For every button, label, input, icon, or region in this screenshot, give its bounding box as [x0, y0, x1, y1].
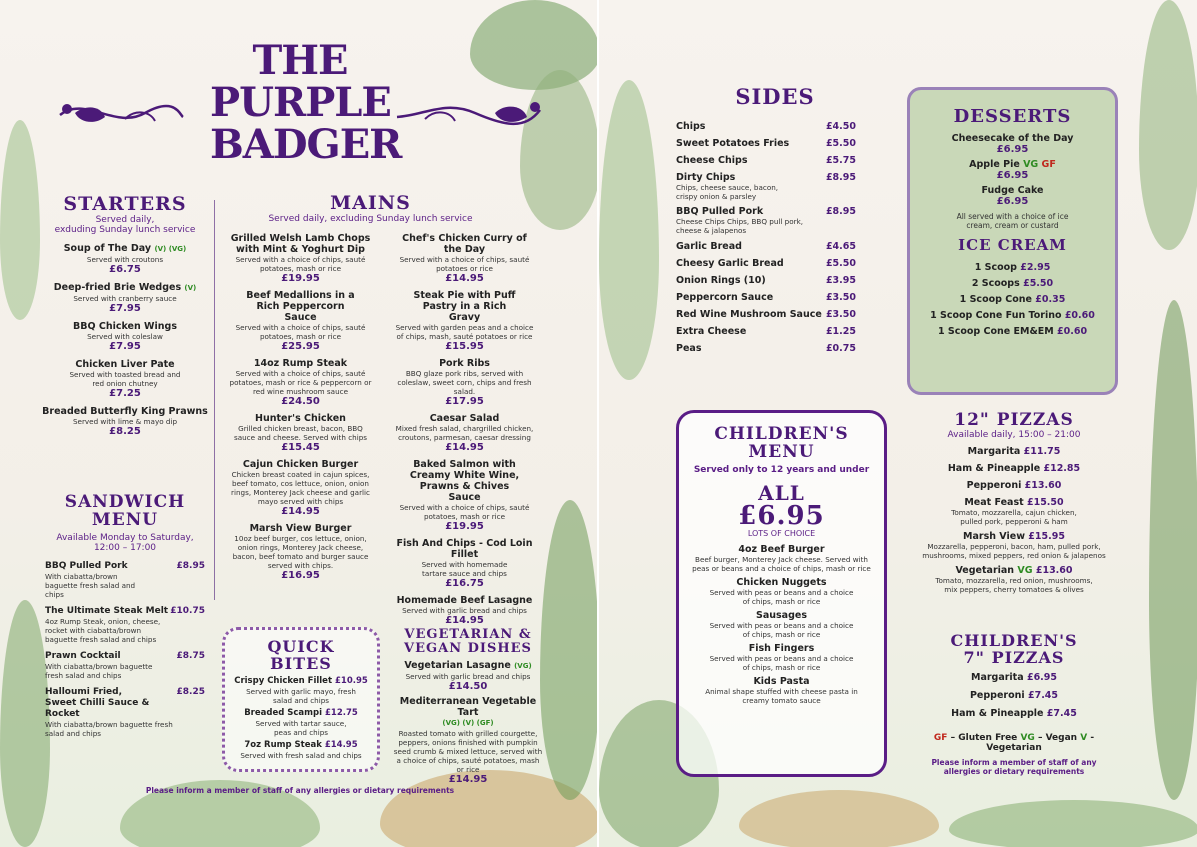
quick-bite-desc: Served with tartar sauce, peas and chips	[255, 719, 347, 737]
main-item	[393, 459, 536, 533]
main-name: Homemade Beef Lasagne	[396, 595, 533, 606]
main-name: Chef's Chicken Curry of the Day	[402, 233, 527, 255]
side-item	[676, 258, 856, 269]
leaf-decoration	[0, 600, 50, 847]
vegetarian-price: £14.50	[448, 681, 488, 692]
pizza-name: Ham & Pineapple	[947, 463, 1041, 474]
main-desc: Chicken breast coated in cajun spices, beef tomato, cos lettuce, onion, onion rings, Monterey Jack cheese and garlic mayo served with chips	[231, 470, 370, 506]
kids-pizza-price: £7.45	[1046, 708, 1077, 719]
side-price: £3.95	[825, 275, 856, 286]
side-price: £3.50	[825, 309, 856, 320]
side-desc: Chips, cheese sauce, bacon, crispy onion & parsley	[676, 183, 779, 201]
dessert-price: £6.95	[996, 144, 1029, 155]
starters-section	[40, 193, 210, 442]
side-name: Sweet Potatoes Fries	[676, 138, 790, 149]
side-price: £8.95	[825, 172, 856, 183]
main-price: £16.75	[445, 578, 484, 589]
mains-header	[228, 192, 513, 224]
starter-item	[40, 321, 210, 353]
vegetarian-item	[393, 696, 543, 786]
side-desc: Cheese Chips Chips, BBQ pull pork, cheese & jalapenos	[676, 217, 804, 235]
quick-bite-name: 7oz Rump Steak	[244, 740, 322, 750]
pizza-item	[909, 463, 1119, 474]
sandwich-name: Halloumi Fried, Sweet Chilli Sauce & Rocket	[45, 687, 150, 719]
main-item	[393, 595, 536, 627]
sandwich-desc: 4oz Rump Steak, onion, cheese, rocket with ciabatta/brown baguette fresh salad and chips	[45, 617, 161, 644]
starter-tags: (V)	[184, 284, 197, 292]
pizzas-section	[909, 410, 1119, 594]
side-price: £5.50	[825, 138, 856, 149]
starter-name: Deep-fried Brie Wedges	[53, 282, 182, 293]
starter-price: £7.25	[109, 388, 141, 399]
main-name: Fish And Chips - Cod Loin Fillet	[396, 538, 533, 560]
starter-tags: (V) (VG)	[154, 245, 187, 253]
main-desc: BBQ glaze pork ribs, served with coleslaw, sweet corn, chips and fresh salad.	[397, 369, 532, 396]
childrens-price: £6.95	[738, 501, 825, 531]
ice-cream-item	[920, 262, 1105, 273]
main-desc: Served with garden peas and a choice of chips, mash, sauté potatoes or rice	[395, 323, 534, 341]
ice-cream-item	[920, 294, 1105, 305]
logo-line-3: BADGER	[210, 121, 402, 168]
vegetarian-title-1: VEGETARIAN &	[404, 627, 532, 642]
main-price: £17.95	[445, 396, 484, 407]
pizza-price: £13.60	[1035, 565, 1073, 576]
ice-cream-price: £0.60	[1064, 310, 1095, 321]
starter-item	[40, 406, 210, 438]
main-item	[228, 290, 373, 353]
quick-bite-item	[231, 740, 371, 760]
starters-subtitle-1: Served daily,	[95, 215, 155, 225]
pizza-price: £13.60	[1024, 480, 1062, 491]
sandwich-price: £8.25	[176, 687, 205, 697]
dessert-name: Cheesecake of the Day	[951, 133, 1074, 144]
sandwich-desc: With ciabatta/brown baguette fresh salad and chips	[45, 720, 173, 738]
sandwich-desc: With ciabatta/brown baguette fresh salad and chips	[45, 662, 153, 680]
logo-line-2: PURPLE	[210, 79, 391, 126]
starter-price: £7.95	[109, 341, 141, 352]
legend-gf-text: – Gluten Free	[950, 733, 1018, 743]
main-item	[228, 413, 373, 454]
sides-title: SIDES	[735, 84, 815, 109]
main-price: £15.95	[445, 341, 484, 352]
main-item	[393, 358, 536, 408]
starter-item	[40, 282, 210, 315]
main-price: £14.95	[281, 506, 320, 517]
sandwich-title-1: SANDWICH	[64, 492, 186, 512]
side-item	[676, 309, 856, 320]
leaf-decoration	[520, 70, 598, 230]
ice-cream-item	[920, 326, 1105, 337]
legend-gf: GF	[933, 733, 948, 743]
side-price: £5.75	[825, 155, 856, 166]
mains-title: MAINS	[330, 192, 411, 214]
ice-cream-name: 1 Scoop Cone	[959, 294, 1032, 305]
leaf-decoration	[1139, 0, 1197, 250]
dessert-item	[920, 185, 1105, 207]
side-name: Dirty Chips	[676, 172, 736, 183]
childrens-all-label: ALL	[758, 481, 805, 505]
vegetarian-name: Mediterranean Vegetable Tart	[399, 696, 537, 718]
side-item	[676, 121, 856, 132]
main-name: Marsh View Burger	[249, 523, 352, 534]
main-price: £14.95	[445, 442, 484, 453]
sandwich-section	[45, 493, 205, 738]
side-name: Onion Rings (10)	[676, 275, 766, 286]
main-price: £25.95	[281, 341, 320, 352]
vegan-tag: VG	[1017, 565, 1033, 576]
side-price: £1.25	[825, 326, 856, 337]
sandwich-item	[45, 651, 205, 680]
starter-name: Breaded Butterfly King Prawns	[42, 406, 208, 417]
ice-cream-name: 2 Scoops	[971, 278, 1020, 289]
kids-desc: Served with peas or beans and a choice of chips, mash or rice	[709, 654, 854, 672]
pizza-name: Margarita	[967, 446, 1021, 457]
childrens-title-2: MENU	[748, 442, 815, 462]
kids-name: Chicken Nuggets	[736, 577, 827, 588]
side-item	[676, 206, 856, 235]
childrens-lots-of-choice: LOTS OF CHOICE	[747, 529, 816, 538]
ice-cream-name: 1 Scoop	[974, 262, 1017, 273]
pizza-desc: Mozzarella, pepperoni, bacon, ham, pulled pork, mushrooms, mixed peppers, red onion & jalapenos	[922, 542, 1106, 560]
quick-bite-item	[231, 708, 371, 737]
mains-right-column	[393, 233, 536, 631]
main-item	[228, 523, 373, 582]
main-desc: Served with a choice of chips, sauté potatoes, mash or rice	[399, 503, 530, 521]
kids-name: Sausages	[756, 610, 807, 621]
main-desc: 10oz beef burger, cos lettuce, onion, onion rings, Monterey Jack cheese, bacon, beef tomato and burger sauce served with chips.	[232, 534, 369, 570]
main-desc: Served with a choice of chips, sauté potatoes, mash or rice	[235, 255, 366, 273]
kids-name: 4oz Beef Burger	[738, 544, 825, 555]
side-price: £4.65	[825, 241, 856, 252]
sandwich-item	[45, 561, 205, 599]
leaf-decoration	[1149, 300, 1197, 800]
side-price: £8.95	[825, 206, 856, 217]
kids-pizza-item	[909, 672, 1119, 683]
kids-pizza-price: £7.45	[1027, 690, 1059, 701]
sandwich-name: Prawn Cocktail	[45, 651, 121, 661]
side-price: £4.50	[825, 121, 856, 132]
main-desc: Served with garlic bread and chips	[402, 606, 527, 615]
main-desc: Served with homemade tartare sauce and chips	[421, 560, 508, 578]
right-page	[599, 0, 1197, 847]
kids-item	[689, 643, 874, 672]
starter-desc: Served with toasted bread and red onion chutney	[69, 370, 181, 388]
sandwich-desc: With ciabatta/brown baguette fresh salad and chips	[45, 572, 136, 599]
ice-cream-price: £2.95	[1020, 262, 1051, 273]
quick-bite-desc: Served with fresh salad and chips	[240, 751, 362, 760]
leaf-decoration	[599, 80, 659, 380]
dietary-legend	[909, 733, 1119, 753]
main-name: Beef Medallions in a Rich Peppercorn Sauce	[246, 290, 355, 323]
main-item	[393, 413, 536, 454]
main-desc: Served with a choice of chips, sauté potatoes, mash or rice	[235, 323, 366, 341]
main-item	[393, 233, 536, 285]
main-desc: Served with a choice of chips, sauté potatoes or rice	[399, 255, 530, 273]
side-name: Peas	[676, 343, 702, 354]
dessert-name: Apple Pie	[969, 159, 1020, 170]
mains-left-column	[228, 233, 373, 586]
sandwich-item	[45, 687, 205, 738]
quick-bite-name: Breaded Scampi	[244, 708, 323, 718]
vegetarian-tags: (VG)	[514, 662, 532, 670]
vegan-tag: VG	[1023, 159, 1039, 170]
side-item	[676, 241, 856, 252]
side-item	[676, 155, 856, 166]
side-item	[676, 275, 856, 286]
pizza-item	[909, 480, 1119, 491]
starter-desc: Served with coleslaw	[87, 332, 163, 341]
main-name: Pork Ribs	[439, 358, 490, 369]
kids-desc: Beef burger, Monterey Jack cheese. Served with peas or beans and a choice of chips, mash or rice	[692, 555, 871, 573]
kids-pizza-name: Pepperoni	[969, 690, 1025, 701]
quick-bites-box	[222, 627, 380, 772]
pizza-name: Marsh View	[963, 531, 1025, 542]
starter-name: Chicken Liver Pate	[75, 359, 175, 370]
quick-bites-title-1: QUICK	[267, 637, 335, 656]
main-price: £19.95	[445, 521, 484, 532]
childrens-pizzas-title-2: 7" PIZZAS	[963, 648, 1065, 667]
kids-name: Fish Fingers	[748, 643, 815, 654]
main-name: Cajun Chicken Burger	[242, 459, 359, 470]
mains-subtitle: Served daily, excluding Sunday lunch service	[268, 214, 473, 224]
dessert-item	[920, 159, 1105, 181]
side-item	[676, 172, 856, 201]
starter-name: Soup of The Day	[63, 243, 152, 254]
pizza-item	[909, 446, 1119, 457]
desserts-box	[907, 87, 1118, 395]
ice-cream-item	[920, 310, 1105, 321]
kids-item	[689, 544, 874, 573]
sandwich-title-2: MENU	[91, 510, 159, 530]
main-price: £16.95	[281, 570, 320, 581]
pizza-desc: Tomato, mozzarella, cajun chicken, pulled pork, pepperoni & ham	[951, 508, 1077, 526]
pizza-price: £11.75	[1023, 446, 1061, 457]
sandwich-price: £8.95	[176, 561, 205, 571]
kids-pizza-name: Margarita	[970, 672, 1024, 683]
kids-pizza-price: £6.95	[1026, 672, 1058, 683]
starter-item	[40, 243, 210, 276]
side-price: £3.50	[825, 292, 856, 303]
flourish-right-icon	[395, 95, 545, 135]
side-name: Cheesy Garlic Bread	[676, 258, 784, 269]
sandwich-name: BBQ Pulled Pork	[45, 561, 128, 571]
childrens-pizzas-title-1: CHILDREN'S	[950, 631, 1078, 650]
logo	[210, 37, 402, 168]
starter-desc: Served with lime & mayo dip	[72, 417, 178, 426]
vegetarian-title-2: VEGAN DISHES	[404, 641, 532, 656]
pizza-price: £15.50	[1026, 497, 1064, 508]
leaf-decoration	[949, 800, 1197, 847]
column-divider	[214, 200, 215, 600]
sandwich-item	[45, 606, 205, 644]
vegetarian-desc: Served with garlic bread and chips	[405, 672, 531, 681]
gluten-free-tag: GF	[1041, 159, 1056, 170]
kids-pizza-name: Ham & Pineapple	[951, 708, 1044, 719]
side-name: Garlic Bread	[676, 241, 742, 252]
legend-vg: VG	[1020, 733, 1035, 743]
kids-pizza-item	[909, 690, 1119, 701]
side-price: £0.75	[825, 343, 856, 354]
sandwich-name: The Ultimate Steak Melt	[45, 606, 169, 616]
starter-price: £8.25	[109, 426, 141, 437]
main-price: £14.95	[445, 273, 484, 284]
sandwich-price: £10.75	[170, 606, 205, 616]
main-name: Baked Salmon with Creamy White Wine, Prawns & Chives Sauce	[409, 459, 520, 503]
desserts-title: DESSERTS	[953, 106, 1072, 127]
side-name: Red Wine Mushroom Sauce	[676, 309, 822, 320]
side-item	[676, 292, 856, 303]
flourish-left-icon	[55, 95, 185, 135]
kids-item	[689, 610, 874, 639]
childrens-title-1: CHILDREN'S	[714, 424, 849, 444]
dessert-price: £6.95	[996, 196, 1029, 207]
dessert-item	[920, 133, 1105, 155]
kids-name: Kids Pasta	[753, 676, 810, 687]
side-name: Extra Cheese	[676, 326, 747, 337]
quick-bite-price: £14.95	[324, 740, 358, 750]
main-name: Caesar Salad	[429, 413, 500, 424]
pizza-item	[909, 531, 1119, 560]
pizza-item	[909, 565, 1119, 594]
main-item	[228, 358, 373, 408]
leaf-decoration	[739, 790, 939, 847]
ice-cream-name: 1 Scoop Cone Fun Torino	[930, 310, 1062, 321]
sides-section	[676, 84, 856, 121]
vegetarian-tags: (VG) (V) (GF)	[442, 719, 494, 727]
main-price: £24.50	[281, 396, 320, 407]
left-page	[0, 0, 598, 847]
main-price: £15.45	[281, 442, 320, 453]
legend-v-text: - Vegetarian	[986, 733, 1095, 753]
ice-cream-price: £5.50	[1023, 278, 1054, 289]
main-name: Hunter's Chicken	[255, 413, 346, 424]
main-item	[393, 290, 536, 353]
ice-cream-price: £0.60	[1057, 326, 1088, 337]
dessert-price: £6.95	[996, 170, 1029, 181]
side-item	[676, 138, 856, 149]
ice-cream-title: ICE CREAM	[958, 236, 1067, 254]
sandwich-price: £8.75	[176, 651, 205, 661]
quick-bite-name: Crispy Chicken Fillet	[234, 676, 333, 686]
main-name: Steak Pie with Puff Pastry in a Rich Gravy	[413, 290, 516, 323]
main-price: £14.95	[445, 615, 484, 626]
sandwich-subtitle-2: 12:00 – 17:00	[93, 543, 157, 553]
main-desc: Served with a choice of chips, sauté potatoes, mash or rice & peppercorn or red wine mushroom sauce	[229, 369, 372, 396]
side-name: Peppercorn Sauce	[676, 292, 774, 303]
logo-line-1: THE	[252, 37, 348, 84]
main-item	[228, 459, 373, 518]
quick-bites-title-2: BITES	[270, 654, 332, 673]
leaf-decoration	[540, 500, 598, 800]
side-item	[676, 343, 856, 354]
starters-subtitle-2: exduding Sunday lunch service	[54, 225, 196, 235]
starter-price: £7.95	[109, 303, 141, 314]
vegetarian-item	[393, 660, 543, 693]
pizzas-title: 12" PIZZAS	[954, 410, 1074, 430]
main-item	[393, 538, 536, 590]
dessert-note: All served with a choice of ice cream, cream or custard	[956, 212, 1069, 230]
pizza-price: £12.85	[1043, 463, 1081, 474]
pizza-desc: Tomato, mozzarella, red onion, mushrooms, mix peppers, cherry tomatoes & olives	[935, 576, 1093, 594]
sandwich-subtitle-1: Available Monday to Saturday,	[56, 533, 194, 543]
leaf-decoration	[470, 0, 598, 90]
ice-cream-name: 1 Scoop Cone EM&EM	[937, 326, 1054, 337]
main-name: Grilled Welsh Lamb Chops with Mint & Yoghurt Dip	[230, 233, 371, 255]
childrens-menu-box	[676, 410, 887, 777]
kids-desc: Served with peas or beans and a choice of chips, mash or rice	[709, 588, 854, 606]
leaf-decoration	[0, 120, 40, 320]
starters-title: STARTERS	[63, 193, 187, 215]
vegetarian-desc: Roasted tomato with grilled courgette, peppers, onions finished with pumpkin seed crumb & mixed lettuce, served with a choice of chips, sauté potatoes, mash or rice	[393, 729, 543, 774]
main-desc: Mixed fresh salad, chargrilled chicken, croutons, parmesan, caesar dressing	[395, 424, 534, 442]
kids-desc: Served with peas or beans and a choice of chips, mash or rice	[709, 621, 854, 639]
side-name: Cheese Chips	[676, 155, 748, 166]
quick-bite-price: £10.95	[334, 676, 368, 686]
vegetarian-price: £14.95	[448, 774, 488, 785]
vegetarian-name: Vegetarian Lasagne	[404, 660, 511, 671]
kids-item	[689, 676, 874, 705]
vegetarian-section	[393, 628, 543, 786]
main-desc: Grilled chicken breast, bacon, BBQ sauce and cheese. Served with chips	[233, 424, 368, 442]
main-price: £19.95	[281, 273, 320, 284]
side-price: £5.50	[825, 258, 856, 269]
starter-item	[40, 359, 210, 400]
pizza-name: Vegetarian	[955, 565, 1015, 576]
starter-price: £6.75	[109, 264, 141, 275]
pizza-name: Pepperoni	[966, 480, 1022, 491]
kids-item	[689, 577, 874, 606]
starter-desc: Served with croutons	[86, 255, 164, 264]
starter-desc: Served with cranberry sauce	[73, 294, 177, 303]
kids-desc: Animal shape stuffed with cheese pasta in creamy tomato sauce	[705, 687, 858, 705]
sides-list	[676, 121, 856, 354]
quick-bite-desc: Served with garlic mayo, fresh salad and chips	[246, 687, 356, 705]
quick-bite-item	[231, 676, 371, 705]
legend-v: V	[1080, 733, 1088, 743]
ice-cream-item	[920, 278, 1105, 289]
allergy-notice: Please inform a member of staff of any allergies or dietary requirements	[145, 786, 455, 795]
quick-bite-price: £12.75	[324, 708, 358, 718]
dessert-name: Fudge Cake	[981, 185, 1044, 196]
side-name: BBQ Pulled Pork	[676, 206, 764, 217]
pizza-item	[909, 497, 1119, 526]
main-name: 14oz Rump Steak	[253, 358, 348, 369]
side-name: Chips	[676, 121, 706, 132]
allergy-notice-right: Please inform a member of staff of any allergies or dietary requirements	[931, 758, 1097, 776]
main-item	[228, 233, 373, 285]
starter-name: BBQ Chicken Wings	[72, 321, 178, 332]
pizzas-subtitle: Available daily, 15:00 – 21:00	[947, 430, 1081, 440]
childrens-subtitle: Served only to 12 years and under	[693, 465, 870, 475]
pizza-price: £15.95	[1028, 531, 1065, 542]
pizza-name: Meat Feast	[964, 497, 1024, 508]
ice-cream-price: £0.35	[1035, 294, 1066, 305]
side-item	[676, 326, 856, 337]
legend-vg-text: – Vegan	[1037, 733, 1078, 743]
kids-pizza-item	[909, 708, 1119, 719]
childrens-pizzas-section	[909, 632, 1119, 776]
